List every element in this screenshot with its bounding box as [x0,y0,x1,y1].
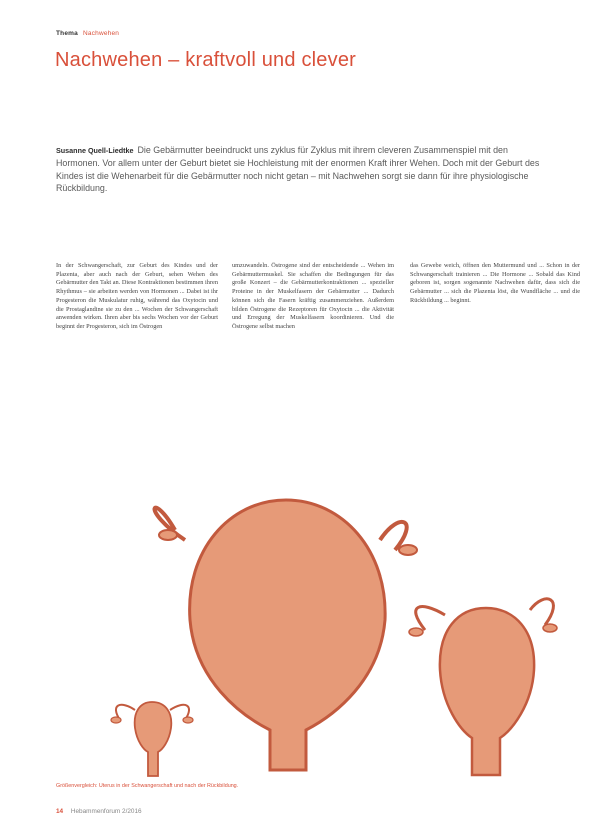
page-number: 14 [56,808,64,815]
article-headline: Nachwehen – kraftvoll und clever [55,49,356,71]
body-column-3: das Gewebe weich, öffnen den Muttermund und ... Schon in der Schwangerschaft trainieren ... Die Hormone ... Sobald das Kind geboren ist, sorgen sogenannte Nachwehen dafür, dass sich die Gebärmutter ... sich die Plazenta löst, die Wundfläche ... und die Rückbildung ... beginnt. [410,262,580,304]
lead-text: Die Gebärmutter beeindruckt uns zyklus für Zyklus mit ihrem cleveren Zusammenspiel mit den Hormonen. Vor allem unter der Geburt bietet sie Hochleistung mit der enormen Kraft ihrer Wehen. Doch mit der Geburt des Kindes ist die Wehenarbeit für die Gebärmutter noch nicht getan – mit Nachwehen sorgt sie dann für ihre physiologische Rückbildung. [56,145,540,194]
magazine-name: Hebammenforum 2/2016 [70,808,142,815]
figure-caption: Größenvergleich: Uterus in der Schwangerschaft und nach der Rückbildung. [56,783,239,789]
uterus-large [154,500,417,770]
body-column-1: In der Schwangerschaft, zur Geburt des Kindes und der Plazenta, aber auch nach der Geburt, sehen Wehen des Gebärmutter den Takt an. Diese Kontraktionen bestimmen ihren Rhythmus – sie arbeiten werden von Hormonen ... Dabei ist ihr Progesteron die Muskulatur ruhig, während das Oxytocin und die Prostaglandine sie zu den ... Wochen der Schwangerschaft anwenden wirken. Ihren aber bis sechs Wochen vor der Geburt beginnt der Progesteron, sich im Östrogen [56,262,218,330]
page-footer [56,808,142,815]
uterus-illustration [80,480,580,780]
uterus-medium [409,599,557,775]
rubric-label: Thema [56,30,78,37]
uterus-small [111,702,193,776]
body-column-2: umzuwandeln. Östrogene sind der entscheidende ... Wehen im Gebärmuttermuskel. Sie schaffen die Bedingungen für das große Konzert – die Gebärmutterkontraktionen ... spezieller Proteine in der Muskelfasern der Gebärmutter ... Dadurch können sich die Fasern kräftig zusammenziehen. Außerdem bilden Östrogene die Rezeptoren für Oxytocin ... die Aktivität und Erregung der Muskelfasern koordinieren. Und die Östrogene selbst machen [232,262,394,330]
author-name: Susanne Quell-Liedtke [56,146,134,155]
rubric-category: Nachwehen [82,30,120,37]
section-rubric [56,30,119,37]
article-lead [56,144,550,195]
